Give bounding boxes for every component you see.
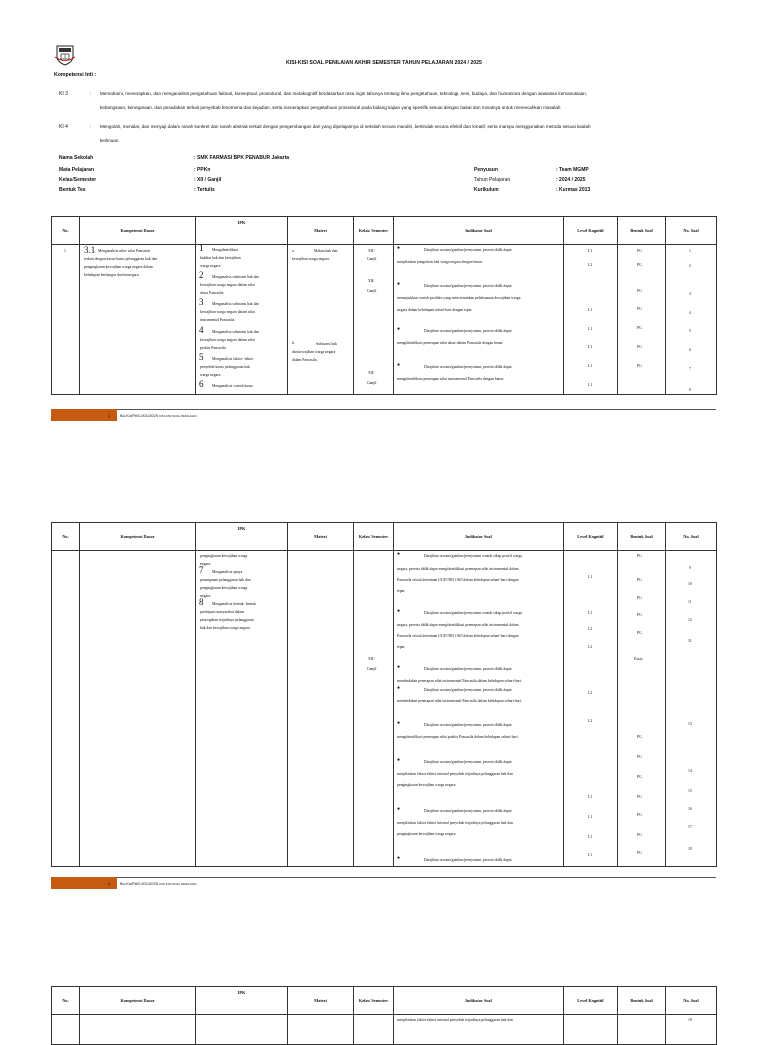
ipk-line: Menganalisa substansi hak dan (212, 275, 260, 279)
indikator-line: Disajikan wacana/gambar/pernyataan, peserta didik dapat (424, 723, 512, 727)
indikator-line: menunjukkan contoh perilaku yang mencerminkan pelaksanaan kewajiban warga (397, 296, 521, 300)
cell-bentuk (618, 551, 666, 867)
level-value: L1 (588, 835, 593, 839)
ipk-line: hakikat hak dan kewajiban (200, 256, 241, 260)
level-value: L1 (588, 815, 593, 819)
bentuk-value: PG (637, 813, 642, 817)
ki3-text (100, 87, 680, 115)
cell-bentuk (618, 245, 666, 395)
ipk-line: pengingkaran kewajiban warga (200, 586, 248, 590)
indikator-line: mengidentifikasi penerapan nilai instrumental Pancasila dengan benar. (397, 377, 505, 381)
materi-line: dan kewajiban warga negara (292, 350, 336, 354)
bentuk-value: PG (637, 775, 642, 779)
kisi-table-page3 (51, 986, 717, 1045)
materi-line: Makna hak dan (314, 249, 338, 253)
ipk-number: 8 (199, 597, 204, 607)
header-no: No. (52, 523, 80, 551)
nosoal-value: 18 (688, 847, 692, 851)
ipk-line: Menganalisis faktor- faktor (212, 357, 254, 361)
info-value-curriculum: : Kurmas 2013 (556, 187, 591, 193)
indikator-line: Disajikan wacana/gambar/pernyataan, peserta didik dapat (424, 858, 512, 862)
indikator-line: menjelaskan faktor-faktor internal penyebab terjadinya pelanggaran hak dan (397, 821, 513, 825)
bentuk-value: PG (637, 326, 642, 330)
indikator-line: negara, peserta didik dapat mengidentifikasi penerapan nilai instrumental dalam (397, 567, 519, 571)
materi-line: dalam Pancasila. (292, 358, 318, 362)
row-number: 1 (64, 249, 66, 253)
ipk-line: praktis Pancasila. (200, 346, 227, 350)
cell-kelas (354, 245, 394, 395)
bentuk-value: PG (637, 249, 642, 253)
ipk-line: Menganalisis contoh kasus (212, 384, 253, 388)
footer-code: Bo-Ko/PAS-001/2025 KISI-KISI SOAL PENILAIAN (120, 413, 197, 418)
cell-no (52, 1015, 80, 1045)
nosoal-value: 9 (689, 566, 691, 570)
indikator-line: membedakan penerapan nilai instrumental Pancasila dalam kehidupan sehari-hari. (397, 699, 522, 703)
indikator-line: mengidentifikasi penerapan nilai dasar dalam Pancasila dengan benar. (397, 341, 504, 345)
bullet-icon: ● (397, 552, 401, 557)
kd-line: terkait dengan kasus-kasus pelanggaran hak dan (84, 257, 158, 261)
footer-code: Bo-Ko/PAS-001/2025 KISI-KISI SOAL PENILAIAN (120, 881, 197, 886)
ipk-number: 4 (199, 325, 204, 335)
header-indikator: Indikator Soal (394, 987, 564, 1015)
ipk-line: hak dan kewajiban warga negara. (200, 626, 251, 630)
ipk-number: 3 (199, 297, 204, 307)
kelas-line: XII/ (368, 371, 375, 375)
info-label-school: Nama Sekolah (59, 155, 94, 161)
bentuk-value: PG (637, 554, 642, 558)
bentuk-value: PG (637, 263, 642, 267)
cell-no (52, 551, 80, 867)
nosoal-value: 6 (689, 348, 691, 352)
table-header-row (52, 217, 717, 245)
level-value: L1 (588, 611, 593, 615)
indikator-line: Disajikan wacana/gambar/pernyataan, peserta didik dapat (424, 809, 512, 813)
ipk-number: 7 (199, 565, 204, 575)
nosoal-value: 10 (688, 582, 692, 586)
page-footer (51, 877, 716, 889)
kd-line: kehidupan berbangsa dan bernegara. (84, 273, 140, 277)
ipk-line: instrumental Pancasila. (200, 318, 236, 322)
indikator-line: Disajikan wacana/gambar/pernyataan contoh sikap positif warga (424, 611, 523, 615)
cell-kd (80, 551, 196, 867)
indikator-line: negara dalam kehidupan sehari-hari dengan tepat. (397, 308, 473, 312)
indikator-line: Disajikan wacana/gambar/pernyataan, peserta didik dapat (424, 688, 512, 692)
bentuk-value: PG (637, 851, 642, 855)
ipk-line: kewajiban warga negara dalam nilai (200, 338, 255, 342)
table-header-row (52, 523, 717, 551)
ipk-line: warga negara. (200, 373, 222, 377)
kisi-table-page1 (51, 216, 717, 395)
header-materi: Materi (288, 987, 354, 1015)
indikator-line: Disajikan wacana/gambar/pernyataan contoh sikap positif warga (424, 554, 523, 558)
header-kd: Kompetensi Dasar (80, 987, 196, 1015)
header-kelas: Kelas/ Semester (354, 523, 394, 551)
indikator-line: Pancasila sesuai ketentuan UUD NRI 1945 dalam kehidupan sehari-hari dengan (397, 634, 519, 638)
nosoal-value: 17 (688, 825, 692, 829)
materi-line: kewajiban warga negara. (292, 257, 330, 261)
indikator-line: negara, peserta didik dapat mengidentifikasi penerapan nilai instrumental dalam (397, 623, 519, 627)
bullet-icon: ● (397, 758, 401, 763)
indikator-line: Disajikan wacana/gambar/pernyataan, peserta didik dapat (424, 329, 512, 333)
ki4-text (100, 120, 680, 148)
bentuk-value: PG (637, 289, 642, 293)
bullet-icon: ● (397, 665, 401, 670)
kd-line: Menganalisis nilai- nilai Pancasila (98, 249, 151, 253)
level-value: L2 (588, 691, 593, 695)
cell-level (564, 245, 618, 395)
header-kd: Kompetensi Dasar (80, 217, 196, 245)
nosoal-value: 7 (689, 367, 691, 371)
materi-line: Substansi hak (316, 342, 337, 346)
header-indikator: Indikator Soal (394, 217, 564, 245)
header-nosoal: No. Soal (666, 987, 717, 1015)
info-value-year: : 2024 / 2025 (556, 177, 586, 183)
nosoal-value: 4 (689, 311, 691, 315)
ipk-line: dasar Pancasila. (200, 291, 225, 295)
bentuk-value: PG (637, 307, 642, 311)
ipk-number: 6 (199, 379, 204, 389)
ki4-line2: keilmuan (100, 138, 119, 143)
kelas-line: Ganjil (367, 381, 377, 385)
footer-rule (117, 877, 716, 878)
level-value: L1 (588, 383, 593, 387)
indikator-line: menjelaskan faktor-faktor internal penyebab terjadinya pelanggaran hak dan (397, 772, 513, 776)
cell-ipk (196, 245, 288, 395)
info-value-class: : XII / Ganjil (194, 177, 222, 183)
cell-ipk (196, 1015, 288, 1045)
indikator-line: mengidentifikasi penerapan nilai praktis Pancasila dalam kehidupan sehari-hari. (397, 735, 519, 739)
bullet-icon: ● (397, 807, 401, 812)
ki-heading: Kompetensi Inti : (54, 72, 97, 78)
cell-nosoal (666, 245, 717, 395)
header-kelas: Kelas/ Semester (354, 987, 394, 1015)
info-label-year: Tahun Pelajaran (474, 177, 511, 183)
header-bentuk: Bentuk Soal (618, 523, 666, 551)
bentuk-value: PG (637, 735, 642, 739)
indikator-line: Pancasila sesuai ketentuan UUD NRI 1945 dalam kehidupan sehari-hari dengan (397, 578, 519, 582)
bullet-icon: ● (397, 721, 401, 726)
cell-indikator (394, 245, 564, 395)
info-label-subject: Mata Pelajaran (59, 167, 95, 173)
ipk-number: 5 (199, 352, 204, 362)
footer-page-number: 1 (108, 413, 111, 418)
ipk-line: partisipasi masyarakat dalam (200, 610, 245, 614)
ki4-label: KI 4 (59, 124, 68, 130)
bentuk-value: PG (637, 596, 642, 600)
ipk-line: Menganalisis upaya (212, 570, 243, 574)
cell-kelas (354, 1015, 394, 1045)
bentuk-value: PG (637, 755, 642, 759)
level-value: L1 (588, 308, 593, 312)
ki4-colon: : (90, 124, 92, 130)
ipk-line: Menganalisa substansi hak dan (212, 330, 260, 334)
indikator-line: pengingkaran kewajiban warga negara. (397, 832, 457, 836)
kelas-line: XII/ (368, 657, 375, 661)
kd-line: pengingkaran kewajiban warga negara dalam (84, 265, 153, 269)
cell-kd (80, 1015, 196, 1045)
nosoal-value: 12 (688, 618, 692, 622)
level-value: L2 (588, 263, 593, 267)
cell-bentuk (618, 1015, 666, 1045)
info-label-author: Penyusun (474, 167, 498, 173)
kelas-line: XII/ (368, 279, 375, 283)
indikator-line: tepat. (397, 589, 406, 593)
kd-number: 3.1 (84, 245, 96, 255)
nosoal-value: 16 (688, 807, 692, 811)
bullet-icon: ● (397, 246, 401, 251)
info-value-subject: : PPKn (194, 167, 211, 173)
header-ipk: IPK (196, 523, 288, 551)
bentuk-value: PG (637, 795, 642, 799)
level-value: L2 (588, 627, 593, 631)
header-materi: Materi (288, 523, 354, 551)
header-ipk: IPK (196, 987, 288, 1015)
indikator-line: menjelaskan faktor-faktor internal penyebab terjadinya pelanggaran hak dan (397, 1018, 513, 1022)
bullet-icon: ● (397, 609, 401, 614)
header-nosoal: No. Soal (666, 217, 717, 245)
bentuk-value: PG (637, 631, 642, 635)
cell-kelas (354, 551, 394, 867)
indikator-line: Disajikan wacana/gambar/pernyataan, peserta didik dapat (424, 365, 512, 369)
kisi-table-page2 (51, 522, 717, 867)
nosoal-value: 15 (688, 789, 692, 793)
header-bentuk: Bentuk Soal (618, 217, 666, 245)
header-no: No. (52, 217, 80, 245)
table-header-row (52, 987, 717, 1015)
indikator-line: Disajikan wacana/gambar/pernyataan, peserta didik dapat (424, 284, 512, 288)
cell-ipk (196, 551, 288, 867)
info-label-test: Bentuk Tes (59, 187, 86, 193)
ipk-line: warga negara. (200, 264, 222, 268)
ki4-line1: Mengolah, menalar, dan menyaji dalam ranah konkret dan ranah abstrak terkait dengan pengembangan dari yang dipelajarinya di sekolah secara mandiri, bertindak secara efektif dan kreatif, serta mampu menggunakan metoda sesuai kaidah (100, 124, 591, 129)
ipk-line: negara. (200, 594, 212, 598)
cell-materi (288, 245, 354, 395)
info-label-class: Kelas/Semester (59, 177, 97, 183)
document-title: KISI-KISI SOAL PENILAIAN AKHIR SEMESTER TAHUN PELAJARAN 2024 / 2025 (286, 60, 482, 66)
indikator-line: Disajikan wacana/gambar/pernyataan, peserta didik dapat (424, 248, 512, 252)
table-row (52, 245, 717, 395)
bullet-icon: ● (397, 686, 401, 691)
cell-indikator (394, 1015, 564, 1045)
bullet-icon: ● (397, 282, 401, 287)
bullet-icon: ● (397, 856, 401, 861)
cell-kd (80, 245, 196, 395)
level-value: L1 (588, 853, 593, 857)
ki3-colon: : (90, 91, 92, 97)
ki3-label: KI 3 (59, 91, 68, 97)
info-label-curriculum: Kurikulum (474, 187, 499, 193)
bentuk-value: PG (637, 578, 642, 582)
header-level: Level Kognitif (564, 987, 618, 1015)
ki3-line1: Memahami, menerapkan, dan menganalisis pengetahuan faktual, konseptual, prosedural, dan metakognitif berdasarkan rasa ingin tahunya tentang ilmu pengetahuan, teknologi, seni, budaya, dan humaniora dengan wawasan kemanusiaan, (100, 91, 588, 96)
nosoal-value: 1 (689, 249, 691, 253)
nosoal-value: 19 (688, 1018, 692, 1022)
header-kd: Kompetensi Dasar (80, 523, 196, 551)
ipk-line: penanganan pelanggaran hak dan (200, 578, 251, 582)
header-bentuk: Bentuk Soal (618, 987, 666, 1015)
ipk-line: Menganalisa substansi hak dan (212, 302, 260, 306)
kelas-line: Ganjil (367, 257, 377, 261)
materi-marker: b. (292, 341, 295, 345)
cell-materi (288, 551, 354, 867)
ipk-line: kewajiban warga negara dalam nilai (200, 310, 255, 314)
level-value: L1 (588, 327, 593, 331)
bentuk-value: PG (637, 613, 642, 617)
cell-level (564, 551, 618, 867)
info-value-author: : Team MGMP (556, 167, 589, 173)
indikator-line: menjelaskan pengertian hak warga negara dengan benar. (397, 260, 483, 264)
nosoal-value: 3 (689, 292, 691, 296)
table-row (52, 1015, 717, 1045)
ipk-number: 1 (199, 243, 204, 253)
table-row (52, 551, 717, 867)
nosoal-value: 31 (688, 639, 692, 643)
info-value-test: : Tertulis (194, 187, 215, 193)
ipk-line: pencegahan terjadinya pelanggaran (200, 618, 254, 622)
cell-materi (288, 1015, 354, 1045)
ipk-line: Menganalisis bentuk- bentuk (212, 602, 257, 606)
ipk-line: Mengidentifikasi (212, 248, 238, 252)
materi-marker: a. (292, 249, 295, 253)
level-value: L1 (588, 364, 593, 368)
cell-indikator (394, 551, 564, 867)
header-level: Level Kognitif (564, 217, 618, 245)
cell-nosoal (666, 1015, 717, 1045)
nosoal-value: 13 (688, 722, 692, 726)
level-value: L1 (588, 345, 593, 349)
header-level: Level Kognitif (564, 523, 618, 551)
ipk-line: kewajiban warga negara dalam nilai (200, 283, 255, 287)
kelas-line: XII/ (368, 249, 375, 253)
kelas-line: Ganjil (367, 667, 377, 671)
bullet-icon: ● (397, 363, 401, 368)
nosoal-value: 5 (689, 329, 691, 333)
bentuk-value: PG (637, 364, 642, 368)
ipk-line: negara. (200, 562, 212, 566)
header-nosoal: No. Soal (666, 523, 717, 551)
level-value: L2 (588, 645, 593, 649)
kelas-line: Ganjil (367, 289, 377, 293)
header-materi: Materi (288, 217, 354, 245)
bentuk-value: PG (637, 833, 642, 837)
indikator-line: tepat. (397, 645, 406, 649)
header-kelas: Kelas/ Semester (354, 217, 394, 245)
ipk-line: pengingkaran kewajiban warga (200, 554, 248, 558)
bentuk-value: Essay (634, 657, 643, 661)
header-no: No. (52, 987, 80, 1015)
level-value: L1 (588, 249, 593, 253)
indikator-line: Disajikan wacana/gambar/pernyataan, peserta didik dapat (424, 760, 512, 764)
page-footer (51, 409, 716, 421)
cell-nosoal (666, 551, 717, 867)
level-value: L1 (588, 795, 593, 799)
info-value-school: : SMK FARMASI BPK PENABUR Jakarta (194, 155, 290, 161)
nosoal-value: 8 (689, 388, 691, 392)
footer-rule (117, 409, 716, 410)
indikator-line: membedakan penerapan nilai instrumental Pancasila dalam kehidupan sehari-hari. (397, 679, 522, 683)
indikator-line: Disajikan wacana/gambar/pernyataan, peserta didik dapat (424, 667, 512, 671)
indikator-line: pengingkaran kewajiban warga negara. (397, 783, 457, 787)
header-ipk: IPK (196, 217, 288, 245)
bentuk-value: PG (637, 345, 642, 349)
cell-level (564, 1015, 618, 1045)
nosoal-value: 11 (688, 600, 692, 604)
bullet-icon: ● (397, 327, 401, 332)
nosoal-value: 2 (689, 264, 691, 268)
level-value: L1 (588, 575, 593, 579)
nosoal-value: 14 (688, 769, 692, 773)
cell-no (52, 245, 80, 395)
ipk-line: penyebab kasus pelanggaran hak (200, 365, 250, 369)
header-indikator: Indikator Soal (394, 523, 564, 551)
level-value: L2 (588, 719, 593, 723)
ki3-line2: kebangsaan, kenegaraan, dan peradaban terkait penyebab fenomena dan kejadian, serta menerapkan pengetahuan prosedural pada bidang kajian yang spesifik sesuai dengan bakat dan minatnya untuk memecahkan masalah (100, 105, 561, 110)
ipk-number: 2 (199, 270, 204, 280)
footer-page-number: 2 (108, 881, 111, 886)
